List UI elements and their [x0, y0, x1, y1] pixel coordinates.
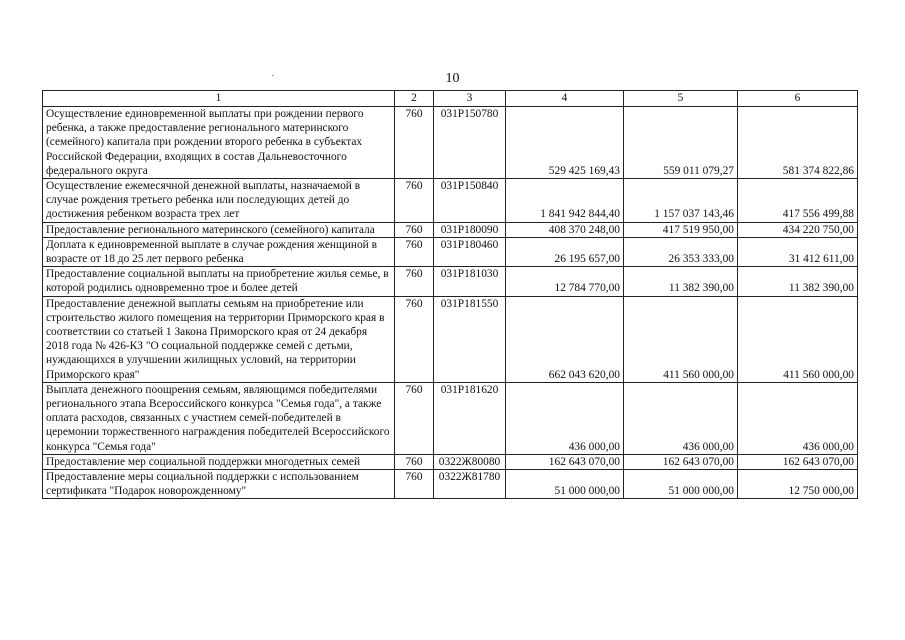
row-name-cell: Предоставление социальной выплаты на приобретение жилья семье, в которой родились одновременно трое и более детей [43, 267, 395, 296]
row-target-code-cell: 031P150840 [434, 179, 506, 223]
row-amount-cell: 11 382 390,00 [738, 267, 858, 296]
row-amount-cell: 417 556 499,88 [738, 179, 858, 223]
scan-speck [272, 75, 274, 76]
row-amount-cell: 436 000,00 [506, 382, 624, 454]
row-name-cell: Выплата денежного поощрения семьям, являющимся победителями регионального этапа Всероссийского конкурса "Семья года", а также оплата расходов, связанных с участием семей-победителей в церемонии торжественного награждения победителей Всероссийского конкурса "Семья года" [43, 382, 395, 454]
row-amount-cell: 1 157 037 143,46 [624, 179, 738, 223]
row-amount-cell: 11 382 390,00 [624, 267, 738, 296]
row-amount-cell: 162 643 070,00 [738, 454, 858, 469]
row-target-code-cell: 031P181030 [434, 267, 506, 296]
header-cell: 5 [624, 91, 738, 107]
header-cell: 2 [395, 91, 434, 107]
row-amount-cell: 408 370 248,00 [506, 222, 624, 237]
row-code-cell: 760 [395, 107, 434, 179]
row-amount-cell: 529 425 169,43 [506, 107, 624, 179]
header-cell: 6 [738, 91, 858, 107]
row-amount-cell: 26 195 657,00 [506, 237, 624, 266]
row-target-code-cell: 0322Ж81780 [434, 470, 506, 499]
row-amount-cell: 12 750 000,00 [738, 470, 858, 499]
table-row [43, 222, 858, 237]
row-amount-cell: 411 560 000,00 [738, 296, 858, 382]
row-code-cell: 760 [395, 222, 434, 237]
row-name-cell: Предоставление мер социальной поддержки многодетных семей [43, 454, 395, 469]
row-amount-cell: 559 011 079,27 [624, 107, 738, 179]
row-amount-cell: 12 784 770,00 [506, 267, 624, 296]
row-code-cell: 760 [395, 237, 434, 266]
row-target-code-cell: 031P181620 [434, 382, 506, 454]
row-amount-cell: 411 560 000,00 [624, 296, 738, 382]
row-code-cell: 760 [395, 454, 434, 469]
row-code-cell: 760 [395, 382, 434, 454]
row-amount-cell: 162 643 070,00 [624, 454, 738, 469]
row-amount-cell: 31 412 611,00 [738, 237, 858, 266]
row-target-code-cell: 031P181550 [434, 296, 506, 382]
row-amount-cell: 581 374 822,86 [738, 107, 858, 179]
row-amount-cell: 162 643 070,00 [506, 454, 624, 469]
table-row [43, 267, 858, 296]
row-code-cell: 760 [395, 296, 434, 382]
table-row [43, 454, 858, 469]
row-amount-cell: 51 000 000,00 [624, 470, 738, 499]
row-name-cell: Предоставление денежной выплаты семьям на приобретение или строительство жилого помещения на территории Приморского края в соответствии со статьей 1 Закона Приморского края от 24 декабря 2018 года № 426-КЗ "О социальной поддержке семей с детьми, нуждающихся в улучшении жилищных условий, на территории Приморского края" [43, 296, 395, 382]
page-number: 10 [445, 71, 460, 86]
row-target-code-cell: 0322Ж80080 [434, 454, 506, 469]
row-amount-cell: 436 000,00 [624, 382, 738, 454]
row-amount-cell: 417 519 950,00 [624, 222, 738, 237]
table-row [43, 470, 858, 499]
row-name-cell: Осуществление единовременной выплаты при рождении первого ребенка, а также предоставление регионального материнского (семейного) капитала при рождении второго ребенка в субъектах Российской Федерации, входящих в состав Дальневосточного федерального округа [43, 107, 395, 179]
header-cell: 4 [506, 91, 624, 107]
table-row [43, 382, 858, 454]
row-amount-cell: 662 043 620,00 [506, 296, 624, 382]
row-target-code-cell: 031P180460 [434, 237, 506, 266]
row-amount-cell: 436 000,00 [738, 382, 858, 454]
table-row [43, 107, 858, 179]
header-cell: 3 [434, 91, 506, 107]
row-name-cell: Предоставление меры социальной поддержки с использованием сертификата "Подарок новорожденному" [43, 470, 395, 499]
row-name-cell: Доплата к единовременной выплате в случае рождения женщиной в возрасте от 18 до 25 лет первого ребенка [43, 237, 395, 266]
row-amount-cell: 434 220 750,00 [738, 222, 858, 237]
header-cell: 1 [43, 91, 395, 107]
row-code-cell: 760 [395, 267, 434, 296]
row-target-code-cell: 031P150780 [434, 107, 506, 179]
table-row [43, 296, 858, 382]
row-amount-cell: 26 353 333,00 [624, 237, 738, 266]
header-row [43, 91, 858, 107]
row-code-cell: 760 [395, 179, 434, 223]
row-amount-cell: 1 841 942 844,40 [506, 179, 624, 223]
row-amount-cell: 51 000 000,00 [506, 470, 624, 499]
row-target-code-cell: 031P180090 [434, 222, 506, 237]
budget-table [42, 90, 858, 499]
table-row [43, 179, 858, 223]
row-code-cell: 760 [395, 470, 434, 499]
row-name-cell: Осуществление ежемесячной денежной выплаты, назначаемой в случае рождения третьего ребенка или последующих детей до достижения ребенком возраста трех лет [43, 179, 395, 223]
row-name-cell: Предоставление регионального материнского (семейного) капитала [43, 222, 395, 237]
table-row [43, 237, 858, 266]
